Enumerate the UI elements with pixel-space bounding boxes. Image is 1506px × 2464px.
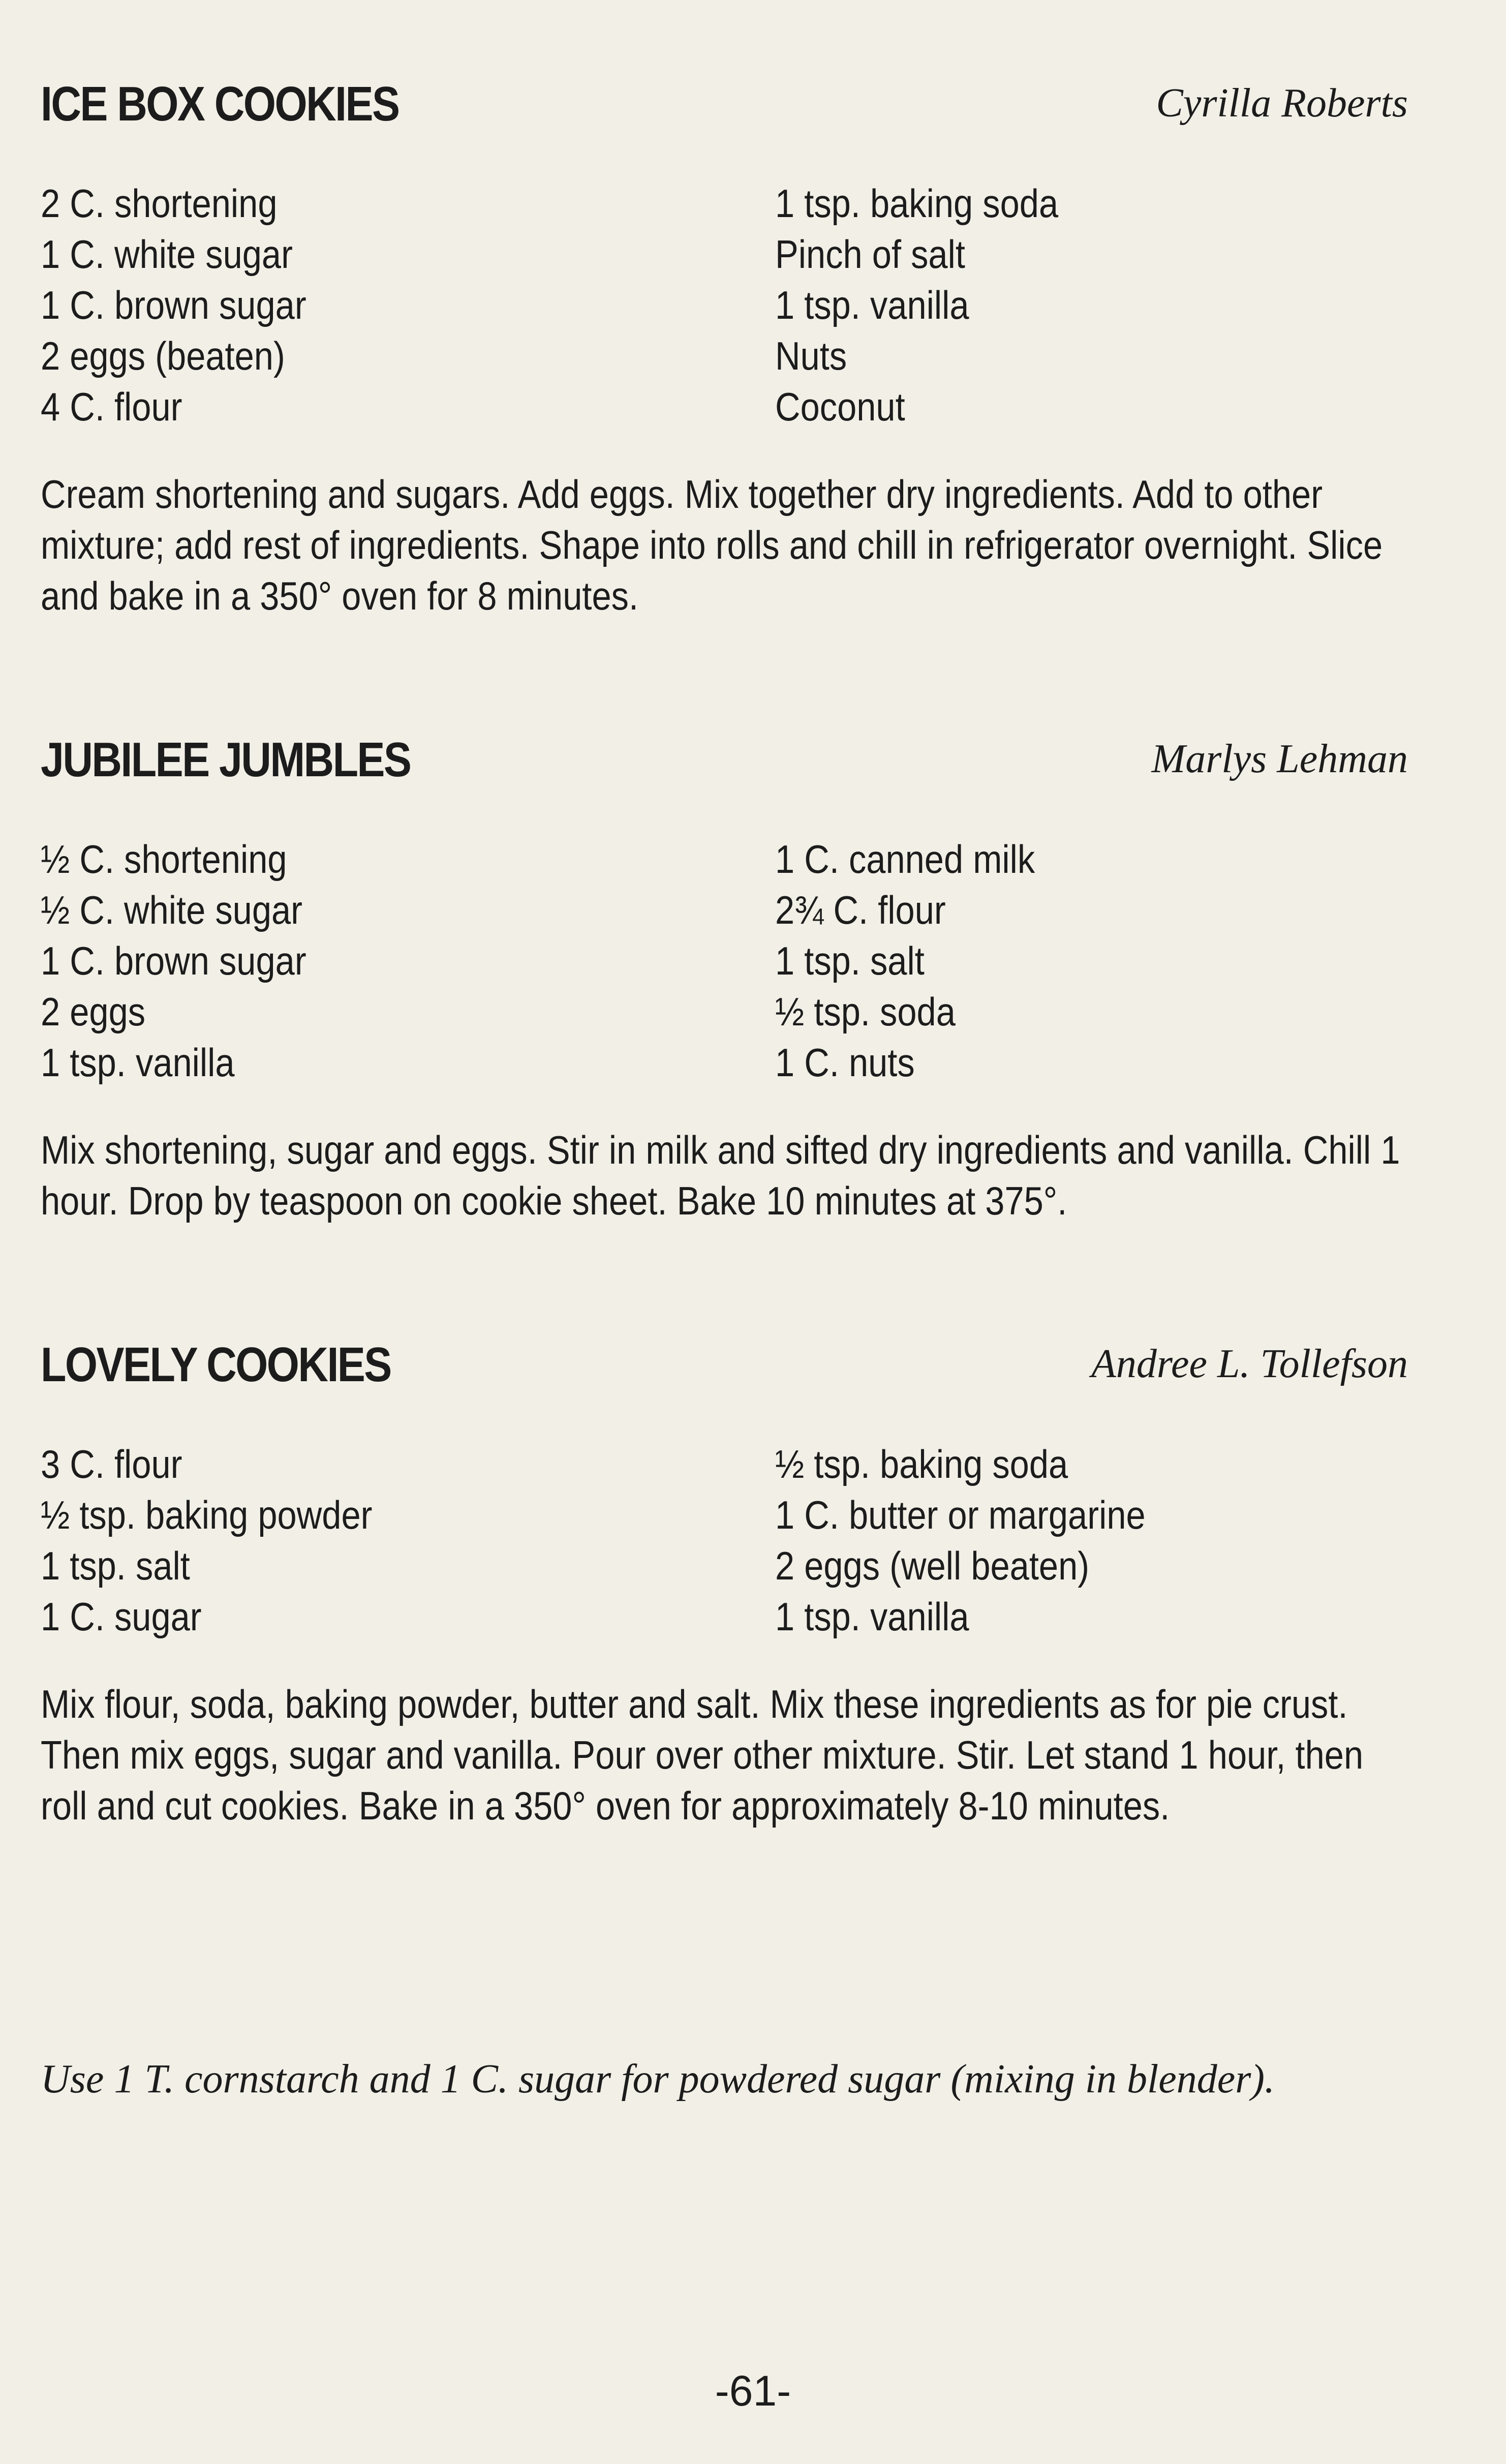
ingredient: 2 eggs: [41, 989, 146, 1034]
recipe-header: [41, 732, 1408, 798]
recipe-directions: Mix flour, soda, baking powder, butter and salt. Mix these ingredients as for pie crust. Then mix eggs, sugar and vanilla. Pour over other mixture. Stir. Let stand 1 hour, then roll and cut cookies. Bake in a 350° oven for approximately 8-10 minutes.: [41, 1682, 1364, 1828]
ingredient: 2 eggs (well beaten): [775, 1543, 1090, 1588]
recipe-header: [41, 1337, 1408, 1403]
ingredient: 1 C. nuts: [775, 1040, 915, 1085]
recipe-author: Marlys Lehman: [1151, 737, 1408, 781]
ingredient: 3 C. flour: [41, 1442, 182, 1486]
powdered-sugar-tip: Use 1 T. cornstarch and 1 C. sugar for powdered sugar (mixing in blender).: [41, 2057, 1275, 2102]
ingredient: Pinch of salt: [775, 232, 965, 277]
ingredient: ½ C. shortening: [41, 837, 287, 881]
recipe-ice-box-cookies: [41, 76, 1408, 621]
ingredient: 1 C. brown sugar: [41, 283, 306, 327]
ingredient-columns: [41, 1439, 1408, 1642]
ingredient: 1 C. sugar: [41, 1594, 202, 1639]
recipe-header: [41, 76, 1408, 142]
ingredient: Coconut: [775, 384, 905, 429]
ingredient-columns: [41, 834, 1408, 1088]
ingredients-right: [775, 834, 1070, 1088]
ingredient: 1 C. canned milk: [775, 837, 1035, 881]
ingredient: 2¾ C. flour: [775, 888, 946, 932]
recipe-lovely-cookies: [41, 1337, 1408, 1831]
recipe-title: JUBILEE JUMBLES: [41, 733, 411, 787]
ingredient: 1 tsp. salt: [41, 1543, 190, 1588]
ingredient: 1 C. butter or margarine: [775, 1493, 1146, 1537]
ingredient: 1 tsp. vanilla: [41, 1040, 235, 1085]
ingredient: ½ tsp. baking powder: [41, 1493, 373, 1537]
ingredients-left: [41, 178, 775, 432]
ingredient: 1 tsp. baking soda: [775, 181, 1059, 226]
recipe-directions: Mix shortening, sugar and eggs. Stir in milk and sifted dry ingredients and vanilla. Chill 1 hour. Drop by teaspoon on cookie sheet. Bake 10 minutes at 375°.: [41, 1128, 1400, 1223]
ingredient: 2 C. shortening: [41, 181, 278, 226]
ingredient: ½ tsp. soda: [775, 989, 956, 1034]
ingredient: 1 C. white sugar: [41, 232, 293, 277]
ingredient-columns: [41, 178, 1408, 432]
ingredient: ½ C. white sugar: [41, 888, 303, 932]
recipe-title: LOVELY COOKIES: [41, 1337, 391, 1392]
ingredient: 2 eggs (beaten): [41, 333, 285, 378]
ingredient: 1 tsp. salt: [775, 938, 925, 983]
recipe-directions: Cream shortening and sugars. Add eggs. Mix together dry ingredients. Add to other mixture; add rest of ingredients. Shape into rolls and chill in refrigerator overnight. Slice and bake in a 350° oven for 8 minutes.: [41, 472, 1383, 618]
recipe-author: Andree L. Tollefson: [1091, 1342, 1408, 1386]
page-number: -61-: [715, 2367, 791, 2415]
ingredients-right: [775, 178, 1097, 432]
ingredients-left: [41, 1439, 775, 1642]
recipe-title: ICE BOX COOKIES: [41, 77, 399, 131]
recipe-author: Cyrilla Roberts: [1156, 81, 1408, 126]
ingredient: 1 tsp. vanilla: [775, 283, 969, 327]
ingredients-left: [41, 834, 775, 1088]
ingredient: 1 C. brown sugar: [41, 938, 306, 983]
ingredient: ½ tsp. baking soda: [775, 1442, 1068, 1486]
ingredient: 1 tsp. vanilla: [775, 1594, 969, 1639]
recipe-jubilee-jumbles: [41, 732, 1408, 1226]
ingredient: 4 C. flour: [41, 384, 182, 429]
ingredient: Nuts: [775, 333, 847, 378]
ingredients-right: [775, 1439, 1196, 1642]
